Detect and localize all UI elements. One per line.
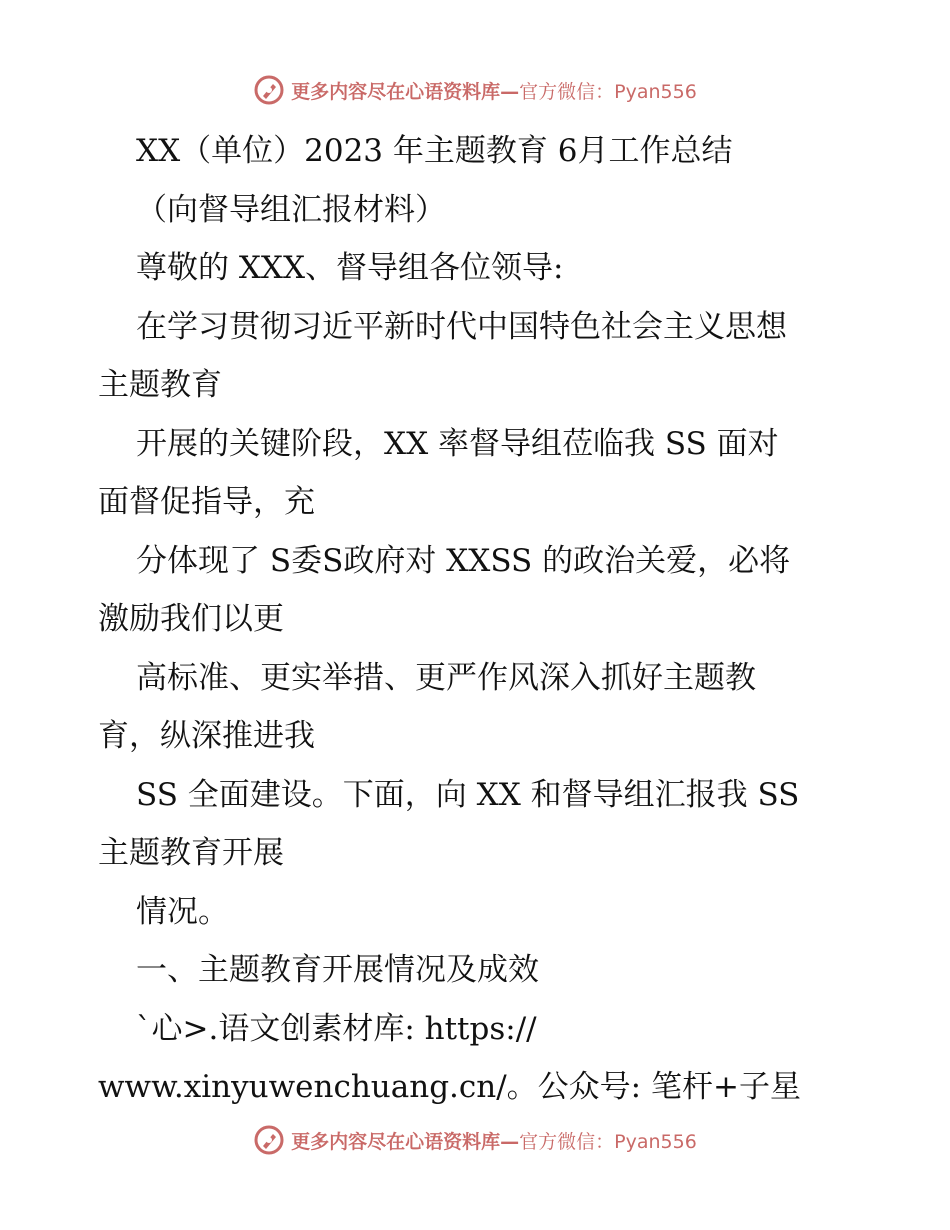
source-line: www.xinyuwenchuang.cn/。公众号: 笔杆+子星 bbox=[98, 1069, 801, 1105]
paragraph-line: 开展的关键阶段，XX 率督导组莅临我 SS 面对 bbox=[136, 425, 779, 462]
footer-banner-text: 更多内容尽在心语资料库— bbox=[291, 1130, 520, 1153]
paragraph-line: 主题教育 bbox=[98, 367, 222, 403]
paragraph-line: 分体现了 S委S政府对 XXSS 的政治关爱，必将 bbox=[136, 542, 791, 579]
document-subtitle: （向督导组汇报材料） bbox=[136, 191, 446, 228]
paragraph-line: 在学习贯彻习近平新时代中国特色社会主义思想 bbox=[136, 308, 787, 345]
source-line: `心>.语文创素材库: https:// bbox=[136, 1010, 537, 1047]
header-banner bbox=[0, 70, 950, 110]
document-title: XX（单位）2023 年主题教育 6月工作总结 bbox=[136, 133, 733, 169]
section-heading: 一、主题教育开展情况及成效 bbox=[136, 952, 539, 988]
paragraph-line: 主题教育开展 bbox=[98, 835, 284, 871]
paragraph-line: 高标准、更实举措、更严作风深入抓好主题教 bbox=[136, 659, 756, 696]
footer-banner-contact: 官方微信：Pyan556 bbox=[519, 1130, 697, 1153]
paragraph-line: 激励我们以更 bbox=[98, 601, 284, 637]
paragraph-line: 面督促指导，充 bbox=[98, 484, 315, 520]
footer-banner bbox=[0, 1120, 950, 1160]
document-body bbox=[98, 122, 858, 1117]
pen-nib-logo-icon bbox=[253, 74, 285, 106]
salutation: 尊敬的 XXX、督导组各位领导: bbox=[136, 250, 564, 286]
paragraph-line: 情况。 bbox=[136, 893, 229, 930]
header-banner-contact: 官方微信：Pyan556 bbox=[519, 80, 697, 103]
header-banner-text: 更多内容尽在心语资料库— bbox=[291, 80, 520, 103]
paragraph-line: SS 全面建设。下面，向 XX 和督导组汇报我 SS bbox=[136, 776, 800, 813]
pen-nib-logo-icon bbox=[253, 1124, 285, 1156]
paragraph-line: 育，纵深推进我 bbox=[98, 718, 315, 754]
